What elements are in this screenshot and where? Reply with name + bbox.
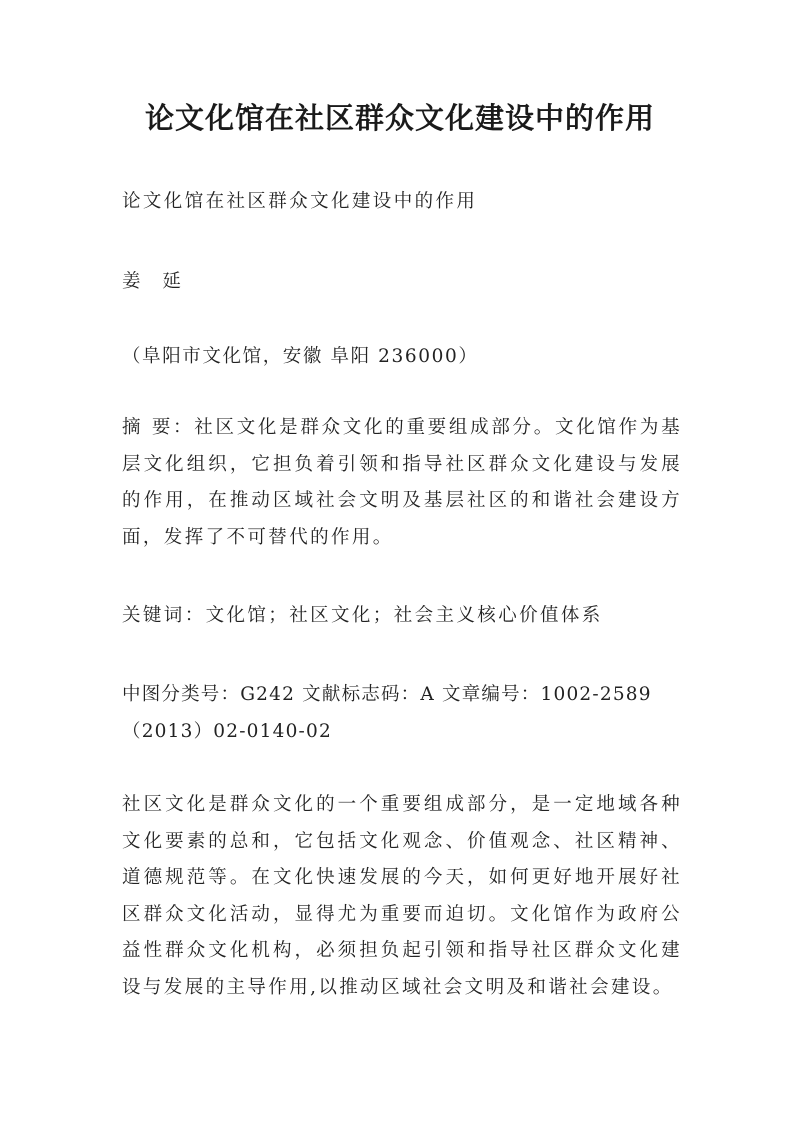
abstract-paragraph: 摘 要：社区文化是群众文化的重要组成部分。文化馆作为基层文化组织，它担负着引领和指导社区群众文化建设与发展的作用，在推动区域社会文明及基层社区的和谐社会建设方面，发挥了不可替代的作用。 (122, 417, 682, 548)
classification-info: 中图分类号：G242 文献标志码：A 文章编号：1002-2589（2013）02-0140-02 (122, 684, 652, 742)
body-paragraph: 社区文化是群众文化的一个重要组成部分，是一定地域各种文化要素的总和，它包括文化观念、价值观念、社区精神、道德规范等。在文化快速发展的今天，如何更好地开展好社区群众文化活动，显得尤为重要而迫切。文化馆作为政府公益性群众文化机构，必须担负起引领和指导社区群众文化建设与发展的主导作用,以推动区域社会文明及和谐社会建设。 (122, 794, 682, 998)
article-subtitle: 论文化馆在社区群众文化建设中的作用 (122, 191, 478, 212)
keywords-line: 关键词：文化馆；社区文化；社会主义核心价值体系 (122, 605, 603, 626)
author-affiliation: （阜阳市文化馆，安徽 阜阳 236000） (122, 346, 479, 367)
author-name: 姜 延 (122, 271, 189, 292)
document-title: 论文化馆在社区群众文化建设中的作用 (144, 101, 655, 135)
